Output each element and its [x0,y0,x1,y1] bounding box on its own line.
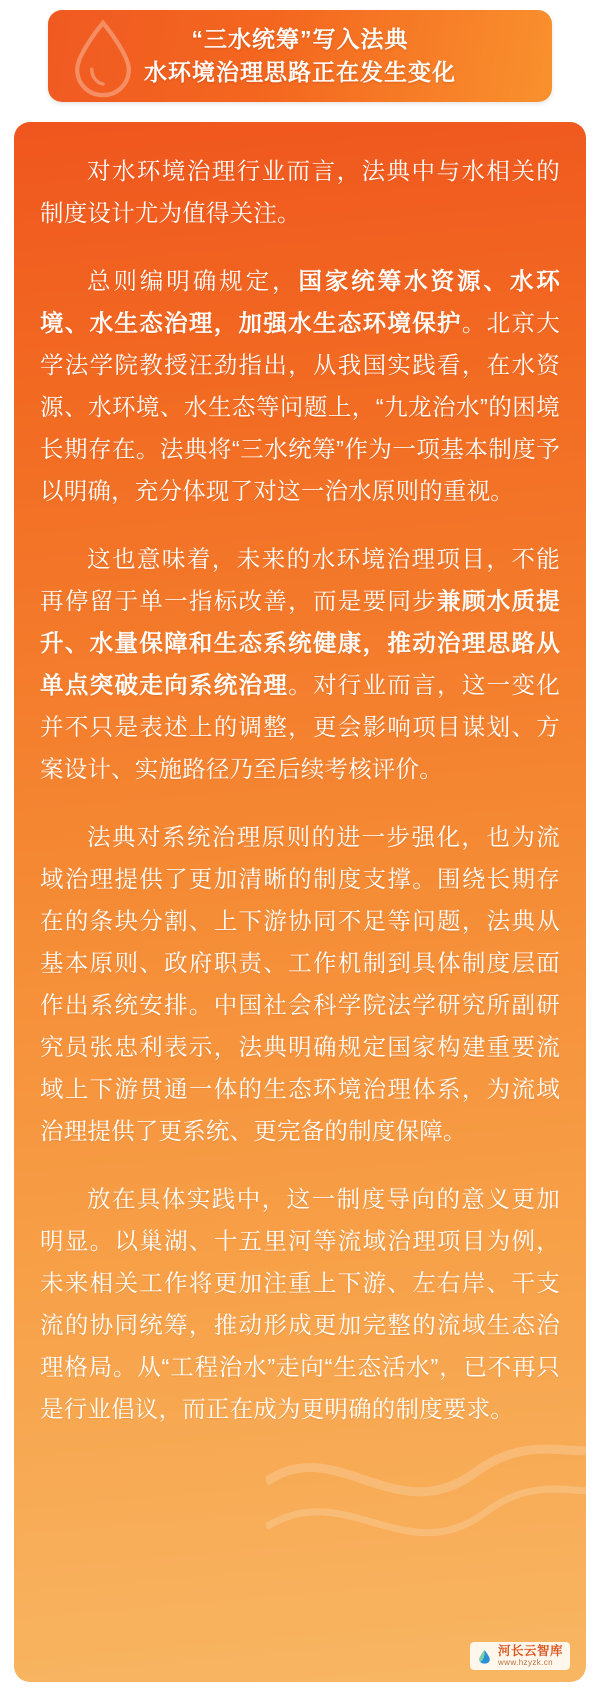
header-title-line-2: 水环境治理思路正在发生变化 [144,59,456,85]
header-banner [48,10,552,102]
header-title [48,10,552,102]
body-text: 这也意味着，未来的水环境治理项目，不能再停留于单一指标改善，而是要同步 [40,546,560,614]
paragraph [40,538,560,790]
paragraph [40,150,560,234]
body-text: 。对行业而言，这一变化并不只是表述上的调整，更会影响项目谋划、方案设计、实施路径乃至后续考核评价。 [40,672,561,782]
water-drop-logo-icon [477,1649,492,1664]
article-card [14,122,586,1682]
body-text: 法典对系统治理原则的进一步强化，也为流域治理提供了更加清晰的制度支撑。围绕长期存在的条块分割、上下游协同不足等问题，法典从基本原则、政府职责、工作机制到具体制度层面作出系统安排。中国社会科学院法学研究所副研究员张忠利表示，法典明确规定国家构建重要流域上下游贯通一体的生态环境治理体系，为流域治理提供了更系统、更完备的制度保障。 [40,824,560,1144]
body-text: 。北京大学法学院教授汪劲指出，从我国实践看，在水资源、水环境、水生态等问题上，“九龙治水”的困境长期存在。法典将“三水统筹”作为一项基本制度予以明确，充分体现了对这一治水原则的重视。 [40,310,560,504]
paragraph [40,816,560,1152]
watermark [470,1642,570,1670]
emphasis-text: 国家统筹水资源、水环境、水生态治理，加强水生态环境保护 [40,268,560,336]
watermark-name: 河长云智库 [497,1644,563,1659]
body-text: 放在具体实践中，这一制度导向的意义更加明显。以巢湖、十五里河等流域治理项目为例，未来相关工作将更加注重上下游、左右岸、干支流的协同统筹，推动形成更加完整的流域生态治理格局。从“工程治水”走向“生态活水”，已不再只是行业倡议，而正在成为更明确的制度要求。 [40,1186,560,1422]
article-body [14,122,586,1466]
paragraph [40,1178,560,1430]
paragraph [40,260,560,512]
body-text: 对水环境治理行业而言，法典中与水相关的制度设计尤为值得关注。 [40,158,560,226]
watermark-text [498,1645,563,1667]
body-text: 总则编明确规定， [87,268,299,294]
emphasis-text: 兼顾水质提升、水量保障和生态系统健康，推动治理思路从单点突破走向系统治理 [40,588,561,698]
header-title-line-1: “三水统筹”写入法典 [191,26,409,53]
watermark-url: www.hzyzk.cn [497,1657,554,1667]
